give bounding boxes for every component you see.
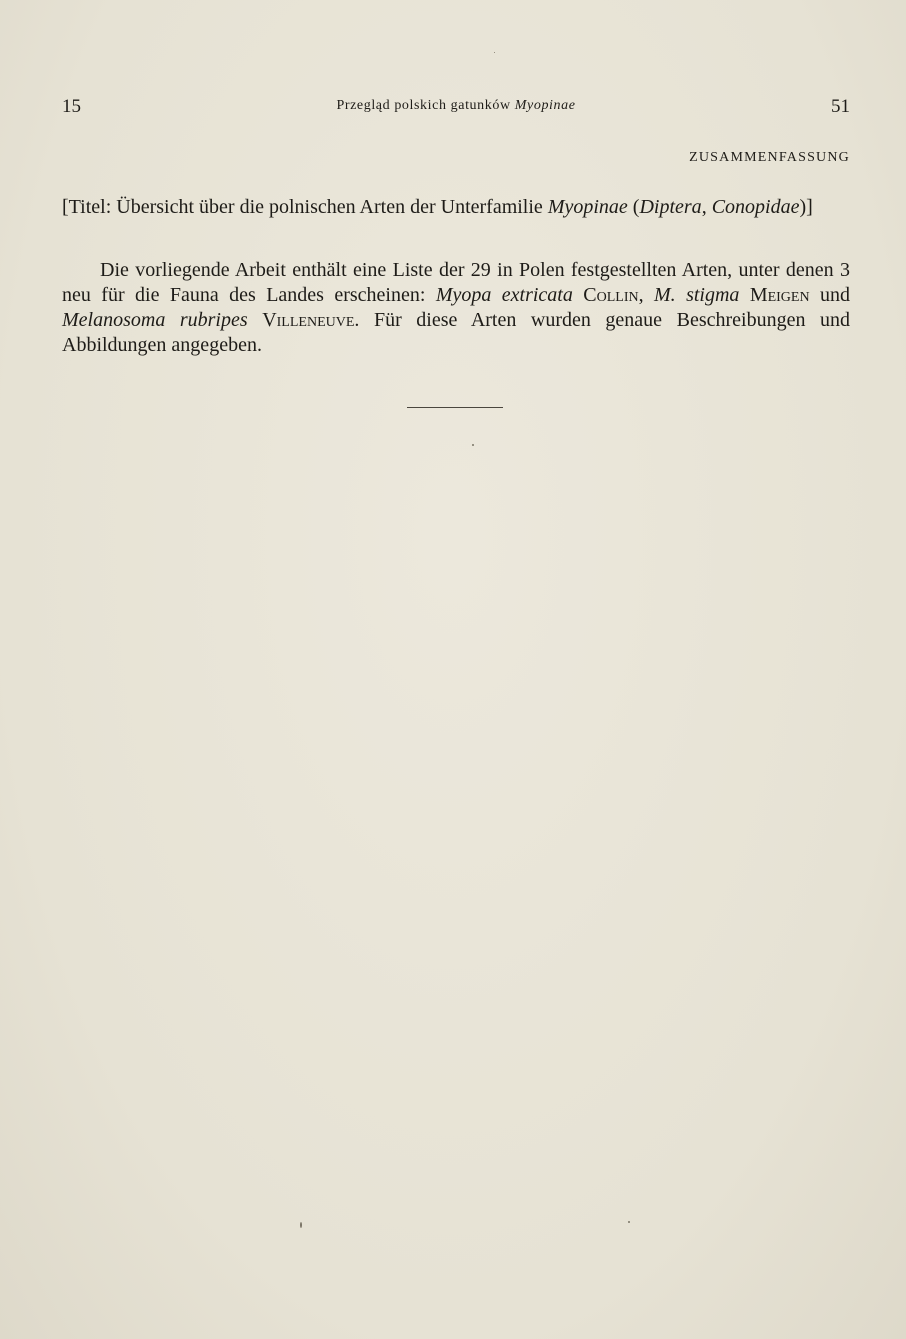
body-paragraph: [62, 258, 850, 358]
title-taxon-conopidae: Conopidae: [711, 196, 800, 218]
page-number-left: 15: [62, 96, 81, 117]
title-paragraph: [62, 195, 850, 220]
running-title-text: Przegląd polskich gatunków: [336, 98, 515, 113]
end-rule: [407, 407, 503, 408]
paper-speck: [494, 52, 495, 53]
title-comma: ,: [701, 196, 712, 218]
body-author-collin: Collin: [583, 284, 639, 306]
page-number-right: 51: [831, 96, 850, 117]
title-paren-close: )]: [799, 196, 813, 218]
title-paren-open: (: [627, 196, 640, 218]
body-species-melanosoma-rubripes: Melanosoma rubripes: [62, 309, 248, 331]
paper-speck: [628, 1221, 630, 1223]
paper-speck: [472, 444, 474, 446]
body-und: und: [809, 284, 850, 306]
body-comma: ,: [638, 284, 654, 306]
body-species-myopa-extricata: Myopa extricata: [435, 284, 573, 306]
body-species-m-stigma: M. stigma: [654, 284, 740, 306]
title-taxon-diptera: Diptera: [639, 196, 702, 218]
running-title: [62, 98, 850, 114]
body-text-1: Die vorliegende Arbeit enthält eine Liste der 29 in Polen festgestellten Arten, unter denen 3 neu für die Fauna des Landes erscheinen:: [62, 259, 850, 306]
running-head: [62, 96, 850, 118]
paper-speck: [300, 1222, 302, 1228]
body-author-meigen: Meigen: [749, 284, 810, 306]
body-text-end: . Für diese Arten wurden genaue Beschreibungen und Abbildungen angegeben.: [62, 309, 850, 356]
section-heading: ZUSAMMENFASSUNG: [689, 150, 850, 165]
title-taxon-myopinae: Myopinae: [547, 196, 628, 218]
title-text-1: [Titel: Übersicht über die polnischen Arten der Unterfamilie: [62, 196, 548, 218]
running-title-taxon: Myopinae: [514, 98, 576, 113]
body-author-villeneuve: Villeneuve: [262, 309, 355, 331]
